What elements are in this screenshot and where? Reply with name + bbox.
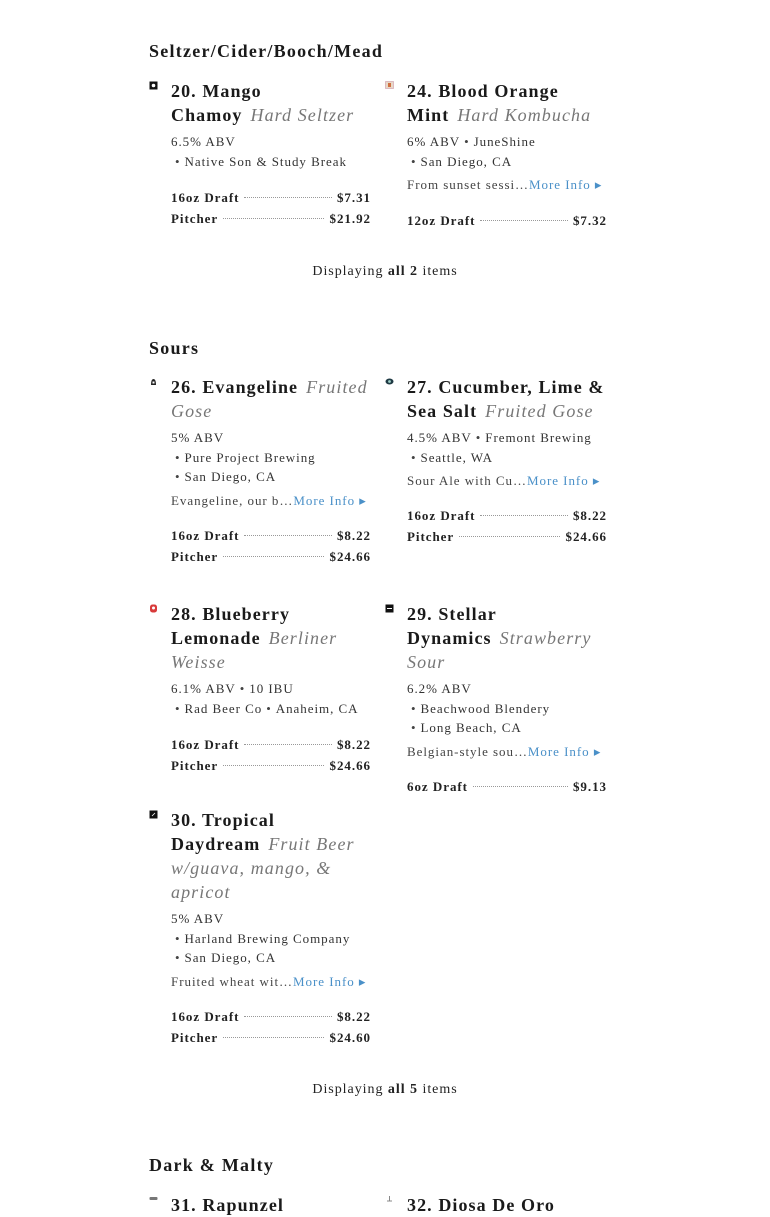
item-brewery: Fremont Brewing <box>485 430 592 445</box>
more-info-link[interactable]: More Info ▸ <box>293 973 367 989</box>
price-list <box>171 187 371 229</box>
menu-item-30[interactable] <box>171 808 371 1048</box>
item-style: Fruited Gose <box>171 377 368 421</box>
menu-item-26[interactable] <box>171 375 371 567</box>
menu-item-27[interactable] <box>407 375 607 547</box>
item-title[interactable]: 26. Evangeline Fruited Gose <box>171 377 368 421</box>
price-list <box>407 505 607 547</box>
menu-item-31[interactable] <box>171 1193 371 1217</box>
item-description: From sunset sessi…More Info ▸ <box>407 177 603 192</box>
item-meta: 5% ABV • Pure Project Brewing • San Diego, CA <box>171 430 316 484</box>
item-title[interactable]: 27. Cucumber, Lime & Sea Salt Fruited Gose <box>407 377 605 421</box>
diosa-logo-icon <box>385 1195 394 1204</box>
item-meta: 6% ABV • JuneShine • San Diego, CA <box>407 134 536 169</box>
menu-item-24[interactable] <box>407 79 607 231</box>
item-abv: 5% ABV <box>171 911 225 926</box>
items-count: Displaying all 2 items <box>312 264 458 279</box>
item-title[interactable]: 31. Rapunzel <box>171 1195 284 1215</box>
item-title[interactable]: 32. Diosa De Oro <box>407 1195 555 1215</box>
section-title-sours: Sours <box>149 338 200 358</box>
section-title-dark-malty: Dark & Malty <box>149 1155 275 1175</box>
item-ibu: 10 IBU <box>249 681 294 696</box>
price-list <box>407 776 607 797</box>
kombucha-can-icon <box>385 81 394 90</box>
item-location: San Diego, CA <box>184 469 277 484</box>
price-row: 6oz Draft $9.13 <box>407 778 607 794</box>
price-row: Pitcher $24.66 <box>407 529 607 544</box>
item-abv: 6.1% ABV <box>171 681 236 696</box>
item-location: San Diego, CA <box>184 950 277 965</box>
item-brewery: Beachwood Blendery <box>420 700 551 716</box>
item-title[interactable]: 29. Stellar Dynamics Strawberry Sour <box>407 604 592 672</box>
item-style: Berliner Weisse <box>171 628 338 672</box>
item-brewery: Native Son & Study Break <box>184 153 347 169</box>
price-list <box>171 1006 371 1048</box>
item-abv: 5% ABV <box>171 430 225 445</box>
cucumber-logo-icon <box>385 377 394 386</box>
item-abv: 6.5% ABV <box>171 134 236 149</box>
item-meta: 6.1% ABV • 10 IBU • Rad Beer Co • Anaheim, CA <box>171 681 359 716</box>
more-info-link[interactable]: More Info ▸ <box>293 492 367 508</box>
price-row: Pitcher $24.66 <box>171 548 371 564</box>
item-location: Anaheim, CA <box>275 700 359 716</box>
item-location: Long Beach, CA <box>420 720 522 735</box>
section-title-seltzer: Seltzer/Cider/Booch/Mead <box>149 41 384 61</box>
item-style: Strawberry Sour <box>407 628 592 672</box>
item-brewery: Pure Project Brewing <box>184 449 316 465</box>
item-title[interactable]: 30. Tropical Daydream Fruit Beer w/guava, mango, & apricot <box>171 810 355 902</box>
price-row: Pitcher $24.66 <box>171 758 371 773</box>
menu-item-28[interactable] <box>171 602 371 776</box>
price-list <box>407 210 607 231</box>
price-list <box>171 734 371 776</box>
item-location: Seattle, WA <box>420 449 493 465</box>
item-brewery: Rad Beer Co <box>184 700 263 716</box>
item-meta: 6.2% ABV • Beachwood Blendery • Long Beach, CA <box>407 681 551 735</box>
item-description: Sour Ale with Cu…More Info ▸ <box>407 473 601 488</box>
item-brewery: Harland Brewing Company <box>184 930 351 946</box>
item-description: Evangeline, our b…More Info ▸ <box>171 492 367 508</box>
price-row: Pitcher $24.60 <box>171 1029 371 1045</box>
item-meta: 4.5% ABV • Fremont Brewing • Seattle, WA <box>407 430 592 465</box>
item-abv: 6% ABV <box>407 134 461 149</box>
item-abv: 6.2% ABV <box>407 681 472 696</box>
item-title[interactable]: 28. Blueberry Lemonade Berliner Weisse <box>171 604 338 672</box>
blueberry-logo-icon <box>149 604 158 613</box>
rapunzel-logo-icon <box>149 1195 158 1204</box>
price-row: 16oz Draft $8.22 <box>171 737 371 752</box>
more-info-link[interactable]: More Info ▸ <box>529 177 603 192</box>
beer-logo-icon <box>149 377 158 386</box>
more-info-link[interactable]: More Info ▸ <box>527 743 602 759</box>
price-row: 12oz Draft $7.32 <box>407 213 607 228</box>
price-row: 16oz Draft $8.22 <box>171 1008 371 1024</box>
more-info-link[interactable]: More Info ▸ <box>526 473 601 488</box>
price-list <box>171 525 371 567</box>
item-style: Hard Kombucha <box>457 105 592 125</box>
item-title[interactable]: 20. Mango Chamoy Hard Seltzer <box>171 81 355 125</box>
item-location: San Diego, CA <box>420 153 513 169</box>
item-style: Hard Seltzer <box>250 105 355 125</box>
menu-item-20[interactable] <box>171 79 371 229</box>
menu-item-29[interactable] <box>407 602 607 797</box>
tropical-logo-icon <box>149 810 158 819</box>
item-meta: 6.5% ABV • Native Son & Study Break <box>171 134 347 169</box>
price-row: 16oz Draft $7.31 <box>171 190 371 205</box>
item-brewery: JuneShine <box>473 134 536 149</box>
items-count: Displaying all 5 items <box>312 1082 458 1097</box>
item-description: Fruited wheat wit…More Info ▸ <box>171 973 367 989</box>
price-row: 16oz Draft $8.22 <box>171 527 371 543</box>
item-description: Belgian-style sou…More Info ▸ <box>407 743 602 759</box>
item-title[interactable]: 24. Blood Orange Mint Hard Kombucha <box>407 81 592 125</box>
item-meta: 5% ABV • Harland Brewing Company • San Diego, CA <box>171 911 351 965</box>
beer-can-icon <box>149 81 158 90</box>
item-style: Fruited Gose <box>485 401 594 421</box>
price-row: Pitcher $21.92 <box>171 211 371 226</box>
menu-item-32[interactable] <box>407 1193 607 1217</box>
item-abv: 4.5% ABV <box>407 430 472 445</box>
price-row: 16oz Draft $8.22 <box>407 508 607 523</box>
item-style: Fruit Beer w/guava, mango, & apricot <box>171 834 355 902</box>
stellar-logo-icon <box>385 604 394 613</box>
